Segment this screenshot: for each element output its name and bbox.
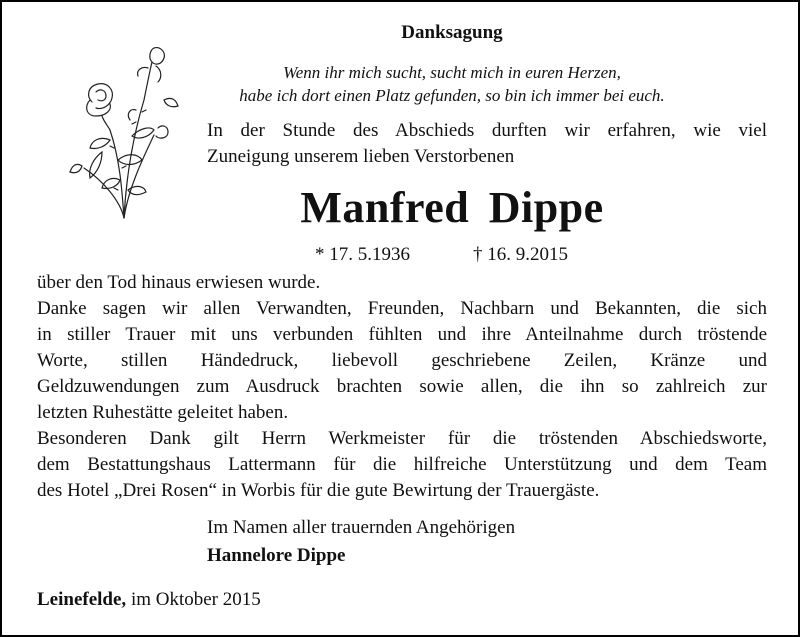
place-date xyxy=(37,589,261,611)
intro-line-2: Zuneigung unserem lieben Verstorbenen xyxy=(207,146,515,167)
body-line-8: dem Bestattungshaus Lattermann für die hilfreiche Unterstützung und dem Team xyxy=(37,454,767,475)
notice-date: im Oktober 2015 xyxy=(130,589,261,610)
body-line-1: über den Tod hinaus erwiesen wurde. xyxy=(37,272,321,293)
body-line-9: des Hotel „Drei Rosen“ in Worbis für die gute Bewirtung der Trauergäste. xyxy=(37,480,600,501)
place-name: Leinefelde, xyxy=(37,589,127,610)
quote-line-2: habe ich dort einen Platz gefunden, so bin ich immer bei euch. xyxy=(239,86,665,105)
birth-date: * 17. 5.1936 xyxy=(315,244,410,265)
body-line-7: Besonderen Dank gilt Herrn Werkmeister für die tröstenden Abschiedsworte, xyxy=(37,428,767,449)
rose-sketch-icon xyxy=(62,40,182,225)
body-line-6: letzten Ruhestätte geleitet haben. xyxy=(37,402,289,423)
deceased-name: Manfred Dippe xyxy=(300,183,604,232)
body-line-5: Geldzuwendungen zum Ausdruck brachten sowie allen, die ihn so zahlreich zur xyxy=(37,376,767,397)
death-date: † 16. 9.2015 xyxy=(473,244,568,265)
body-line-2: Danke sagen wir allen Verwandten, Freunden, Nachbarn und Bekannten, die sich xyxy=(37,298,767,319)
body-line-3: in stiller Trauer mit uns verbunden fühlten und ihre Anteilnahme durch tröstende xyxy=(37,324,767,345)
body-line-4: Worte, stillen Händedruck, liebevoll geschriebene Zeilen, Kränze und xyxy=(37,350,767,371)
intro-line-1: In der Stunde des Abschieds durften wir erfahren, wie viel xyxy=(207,120,767,141)
closing-line: Im Namen aller trauernden Angehörigen xyxy=(207,517,516,538)
notice-heading: Danksagung xyxy=(401,22,503,43)
signature: Hannelore Dippe xyxy=(207,545,346,566)
quote-line-1: Wenn ihr mich sucht, sucht mich in euren Herzen, xyxy=(283,63,621,82)
